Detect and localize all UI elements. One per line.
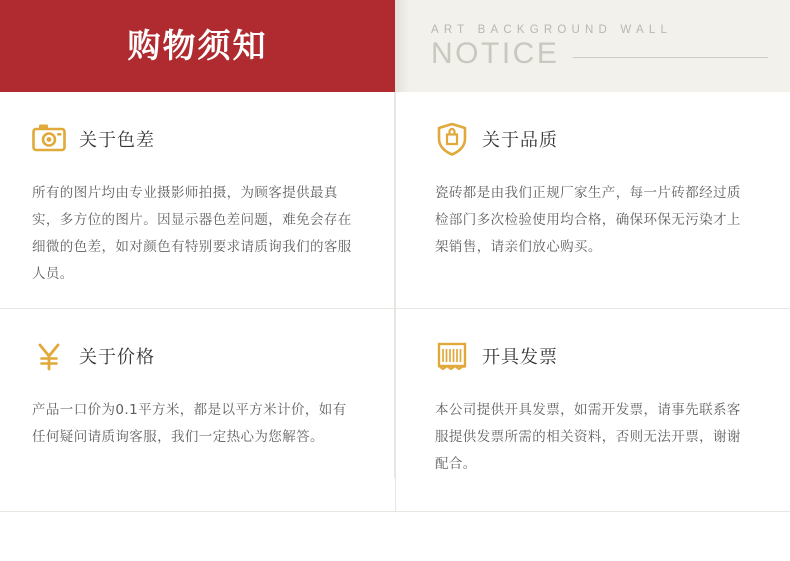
- header-subtitle-row: [431, 36, 790, 70]
- header-subtitle: NOTICE: [431, 36, 560, 70]
- header-title-block: [0, 0, 395, 92]
- page-header: [0, 0, 790, 92]
- notice-section-title: 关于价格: [79, 347, 155, 368]
- notice-section-header: [435, 120, 748, 158]
- notice-section-header: [32, 120, 352, 158]
- notice-section-title: 关于色差: [79, 130, 155, 151]
- notice-section-body: 所有的图片均由专业摄影师拍摄，为顾客提供最真实，多方位的图片。因显示器色差问题，难免会存在细微的色差，如对颜色有特别要求请质询我们的客服人员。: [32, 185, 352, 282]
- notice-section-title: 关于品质: [482, 130, 558, 151]
- invoice-icon: [435, 339, 469, 373]
- notice-section-price: [0, 309, 395, 478]
- notice-section-title: 开具发票: [482, 347, 558, 368]
- notice-section-quality: [395, 92, 790, 309]
- yen-price-icon: [32, 339, 66, 373]
- shield-quality-icon: [435, 122, 469, 156]
- notice-section-invoice: [395, 309, 790, 478]
- page-title: 购物须知: [127, 25, 268, 65]
- header-subtitle-block: [395, 0, 790, 92]
- notice-section-body: 本公司提供开具发票，如需开发票，请事先联系客服提供发票所需的相关资料，否则无法开票，谢谢配合。: [435, 402, 741, 472]
- notice-section-body: 产品一口价为0.1平方米，都是以平方米计价，如有任何疑问请质询客服，我们一定热心为您解答。: [32, 402, 347, 445]
- header-eyebrow: ART BACKGROUND WALL: [431, 23, 673, 36]
- header-divider-line: [573, 57, 768, 58]
- notice-section-color: [0, 92, 395, 309]
- bottom-divider: [0, 511, 790, 512]
- notice-section-body: 瓷砖都是由我们正规厂家生产，每一片砖都经过质检部门多次检验使用均合格，确保环保无污染才上架销售，请亲们放心购买。: [435, 185, 741, 255]
- camera-icon: [32, 122, 66, 156]
- notice-section-header: [435, 337, 748, 375]
- vertical-divider: [395, 92, 396, 512]
- notice-section-header: [32, 337, 352, 375]
